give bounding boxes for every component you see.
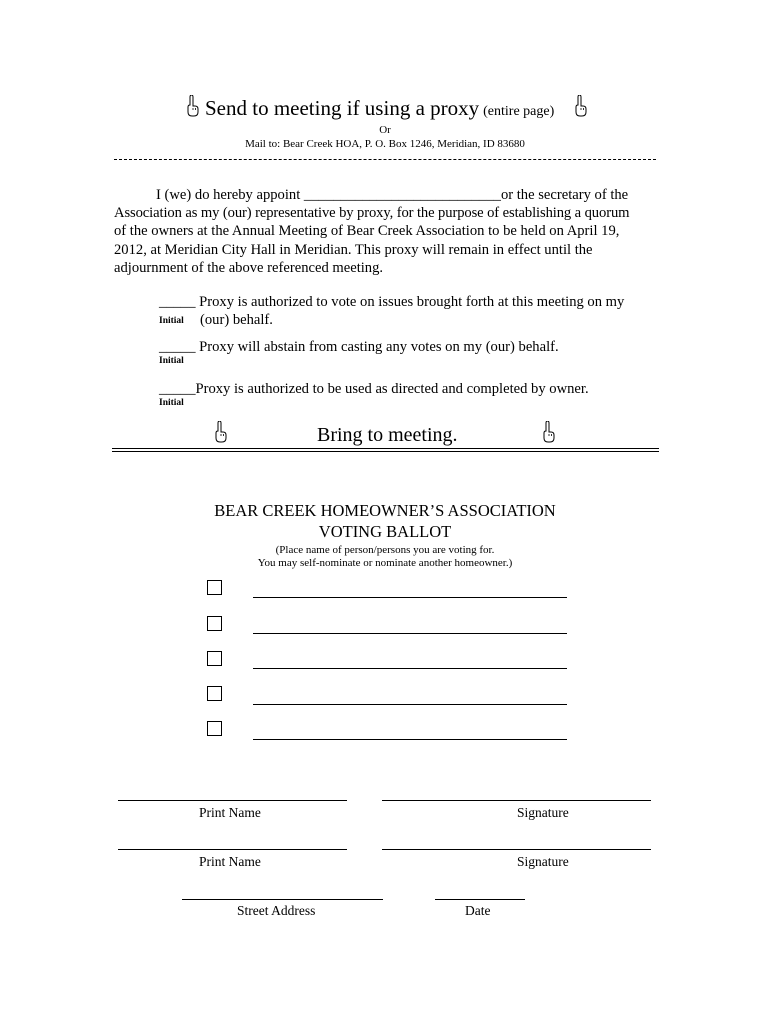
option-text: Proxy will abstain from casting any votes on my (our) behalf. xyxy=(195,339,559,355)
street-address-label: Street Address xyxy=(237,903,316,918)
title-paren: (entire page) xyxy=(483,104,555,119)
option-text-cont: (our) behalf. xyxy=(200,312,273,328)
proxy-option-2 xyxy=(159,338,559,356)
ballot-checkbox-5[interactable] xyxy=(207,721,222,736)
ballot-name-line-5[interactable] xyxy=(253,739,567,740)
initial-blank[interactable]: _____ xyxy=(159,339,196,355)
print-name-label: Print Name xyxy=(199,805,261,820)
appoint-suffix: or the secretary of the xyxy=(500,187,629,203)
ballot-checkbox-3[interactable] xyxy=(207,651,222,666)
print-name-line-1[interactable] xyxy=(118,800,347,801)
initial-label: Initial xyxy=(159,398,184,408)
bring-to-meeting: Bring to meeting. xyxy=(317,424,458,446)
ballot-name-line-3[interactable] xyxy=(253,668,567,669)
hand-pointer-icon xyxy=(542,421,556,443)
hand-pointer-icon xyxy=(186,95,200,117)
signature-line-1[interactable] xyxy=(382,800,651,801)
option-text: Proxy is authorized to be used as directed and completed by owner. xyxy=(195,381,589,397)
dashed-divider xyxy=(114,159,656,160)
hand-pointer-icon xyxy=(574,95,588,117)
section-divider xyxy=(112,448,659,449)
appoint-line xyxy=(114,186,659,204)
mail-to-text: Mail to: Bear Creek HOA, P. O. Box 1246, Meridian, ID 83680 xyxy=(245,138,525,150)
print-name-line-2[interactable] xyxy=(118,849,347,850)
ballot-subtitle: VOTING BALLOT xyxy=(318,522,452,541)
initial-label: Initial xyxy=(159,316,184,326)
ballot-checkbox-2[interactable] xyxy=(207,616,222,631)
page-title xyxy=(205,96,554,121)
ballot-name-line-4[interactable] xyxy=(253,704,567,705)
hand-pointer-icon xyxy=(214,421,228,443)
initial-blank[interactable]: _____ xyxy=(159,294,196,310)
option-text: Proxy is authorized to vote on issues brought forth at this meeting on my xyxy=(195,294,625,310)
appointee-blank[interactable]: ___________________________ xyxy=(303,187,501,203)
date-label: Date xyxy=(465,903,491,918)
initial-blank[interactable]: _____ xyxy=(159,381,196,397)
proxy-line: Association as my (our) representative by proxy, for the purpose of establishing a quorum xyxy=(114,205,630,222)
ballot-name-line-2[interactable] xyxy=(253,633,567,634)
initial-label: Initial xyxy=(159,356,184,366)
date-line[interactable] xyxy=(435,899,525,900)
proxy-option-1 xyxy=(159,293,624,311)
ballot-name-line-1[interactable] xyxy=(253,597,567,598)
title-text: Send to meeting if using a proxy xyxy=(205,96,480,120)
proxy-line: of the owners at the Annual Meeting of Bear Creek Association to be held on April 19, xyxy=(114,223,620,240)
street-address-line[interactable] xyxy=(182,899,383,900)
proxy-option-3 xyxy=(159,380,589,398)
ballot-instruction: You may self-nominate or nominate another homeowner.) xyxy=(257,557,513,569)
proxy-paragraph xyxy=(114,186,659,277)
signature-label: Signature xyxy=(517,854,569,869)
ballot-title: BEAR CREEK HOMEOWNER’S ASSOCIATION xyxy=(214,501,556,520)
ballot-checkbox-4[interactable] xyxy=(207,686,222,701)
or-text: Or xyxy=(379,124,391,136)
appoint-prefix: I (we) do hereby appoint xyxy=(156,187,301,203)
print-name-label: Print Name xyxy=(199,854,261,869)
signature-line-2[interactable] xyxy=(382,849,651,850)
section-divider xyxy=(112,451,659,452)
proxy-line: 2012, at Meridian City Hall in Meridian. This proxy will remain in effect until the xyxy=(114,241,593,258)
ballot-instruction: (Place name of person/persons you are voting for. xyxy=(275,544,495,556)
ballot-checkbox-1[interactable] xyxy=(207,580,222,595)
signature-label: Signature xyxy=(517,805,569,820)
proxy-line: adjournment of the above referenced meeting. xyxy=(114,259,384,276)
